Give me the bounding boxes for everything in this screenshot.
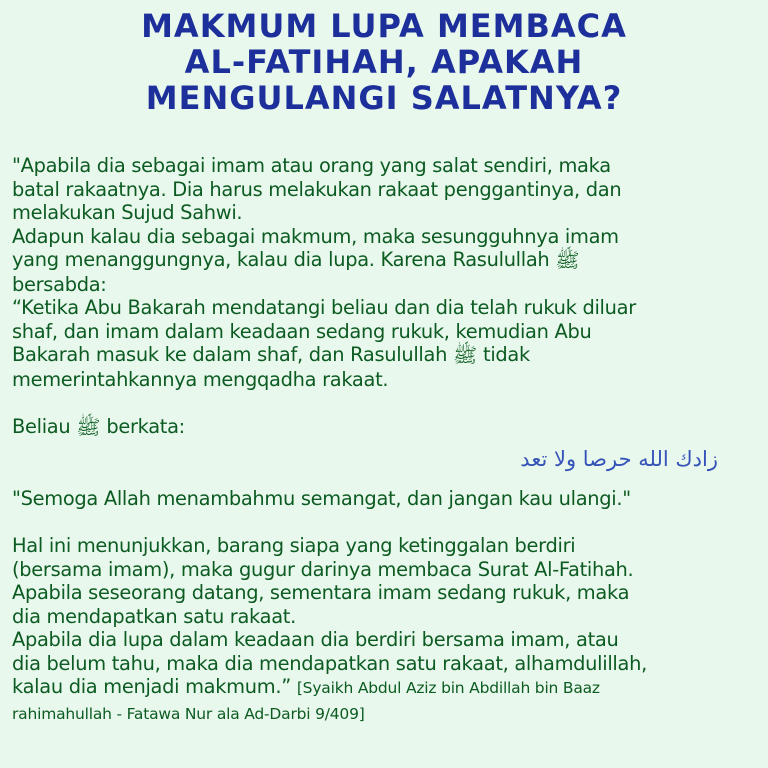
text-line: batal rakaatnya. Dia harus melakukan rakaat penggantinya, dan: [12, 177, 622, 201]
text-line: yang menanggungnya, kalau dia lupa. Karena Rasulullah: [12, 248, 550, 271]
salawat-icon: ﷺ: [76, 414, 101, 439]
text-line: "Apabila dia sebagai imam atau orang yang salat sendiri, maka: [12, 154, 611, 177]
paragraph-makmum-rule: [12, 225, 764, 297]
title-line: MAKMUM LUPA MEMBACA: [141, 7, 627, 45]
text-line: “Ketika Abu Bakarah mendatangi beliau dan dia telah rukuk diluar: [12, 296, 636, 319]
spacer: [12, 511, 764, 535]
source-reference: rahimahullah - Fatawa Nur ala Ad-Darbi 9/409]: [12, 704, 365, 723]
text-line: tidak: [483, 343, 530, 366]
text-line: dia belum tahu, maka dia mendapatkan satu rakaat, alhamdulillah,: [12, 651, 647, 675]
arabic-quote: زادك الله حرصا ولا تعد: [520, 447, 718, 471]
text-line: Apabila seseorang datang, sementara imam sedang rukuk, maka: [12, 581, 630, 604]
article-body: [12, 154, 764, 726]
text-line: Apabila dia lupa dalam keadaan dia berdiri bersama imam, atau: [12, 628, 619, 651]
translation-quote: "Semoga Allah menambahmu semangat, dan jangan kau ulangi.": [12, 487, 631, 510]
paragraph-final: [12, 628, 764, 726]
salawat-icon: ﷺ: [452, 343, 478, 367]
paragraph-conclusion: [12, 534, 764, 628]
salawat-icon: ﷺ: [555, 248, 580, 272]
source-reference: [Syaikh Abdul Aziz bin Abdillah bin Baaz: [296, 679, 600, 697]
paragraph-beliau: [12, 415, 764, 440]
text-line: Bakarah masuk ke dalam shaf, dan Rasulullah: [12, 343, 448, 366]
text-line: Hal ini menunjukkan, barang siapa yang ketinggalan berdiri: [12, 534, 576, 557]
text-line: melakukan Sujud Sahwi.: [12, 201, 243, 224]
text-line: memerintahkannya mengqadha rakaat.: [12, 367, 389, 391]
text-line: dia mendapatkan satu rakaat.: [12, 604, 296, 628]
text-line: berkata:: [106, 414, 185, 438]
title-line: MENGULANGI SALATNYA?: [145, 79, 623, 117]
paragraph-imam-rule: [12, 154, 764, 225]
text-line: Adapun kalau dia sebagai makmum, maka sesungguhnya imam: [12, 224, 619, 248]
text-line: (bersama imam), maka gugur darinya membaca Surat Al-Fatihah.: [12, 557, 634, 581]
text-line: kalau dia menjadi makmum.”: [12, 675, 291, 698]
title-line: AL-FATIHAH, APAKAH: [184, 43, 584, 81]
text-line: bersabda:: [12, 272, 107, 296]
spacer: [12, 391, 764, 415]
paragraph-hadith: [12, 296, 764, 391]
text-line: Beliau: [12, 414, 71, 438]
text-line: shaf, dan imam dalam keadaan sedang rukuk, kemudian Abu: [12, 319, 592, 343]
page-title: [0, 8, 768, 116]
